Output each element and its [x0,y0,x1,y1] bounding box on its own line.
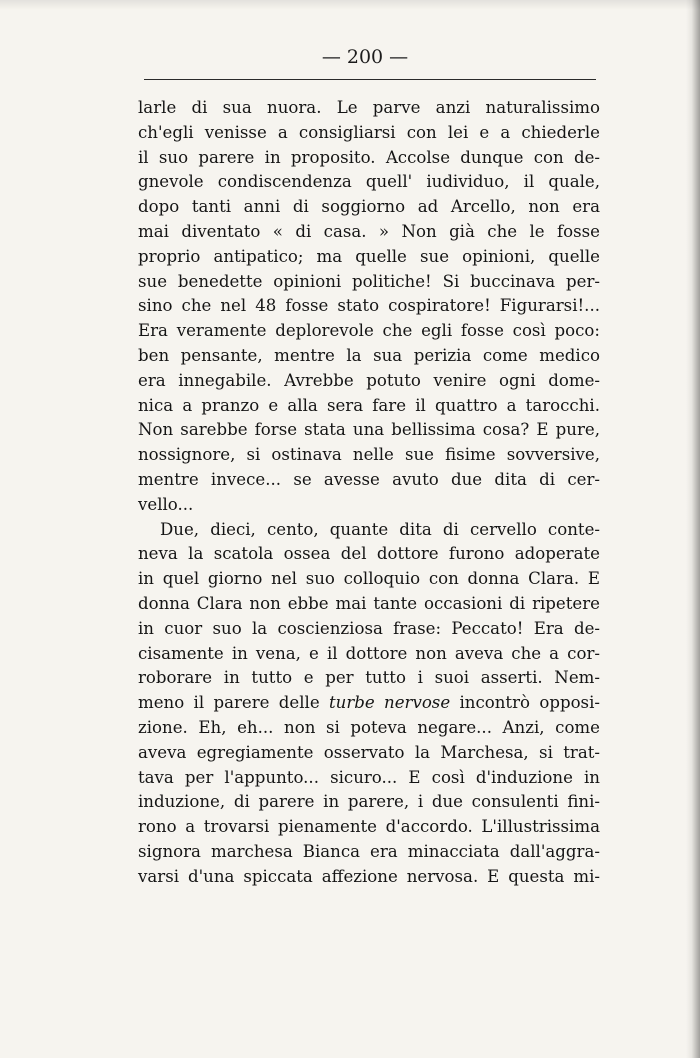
text-line: in quel giorno nel suo colloquio con donna Clara. E [138,569,600,589]
text-line: cisamente in vena, e il dottore non aveva che a cor- [138,643,600,663]
italic-phrase: turbe nervose [328,693,451,713]
text-line: ch'egli venisse a consigliarsi con lei e a chiederle [138,122,600,142]
text-line: Non sarebbe forse stata una bellissima cosa? E pure, [138,420,600,440]
text-line: rono a trovarsi pienamente d'accordo. L'illustrissima [138,817,600,837]
text-line: Era veramente deplorevole che egli fosse così poco: [138,321,600,341]
text-segment: incontrò opposi- [459,693,600,713]
text-line: roborare in tutto e per tutto i suoi asserti. Nem- [138,668,600,688]
paragraph-1 [138,96,600,518]
text-line: sino che nel 48 fosse stato cospiratore! Figurarsi!... [138,296,600,316]
text-line: larle di sua nuora. Le parve anzi naturalissimo [138,98,600,117]
text-line: mentre invece... se avesse avuto due dita di cer- [138,469,600,489]
text-segment: meno il parere delle [138,693,320,713]
text-line: nossignore, si ostinava nelle sue fisime sovversive, [138,445,600,465]
header-rule [144,79,596,80]
text-line: aveva egregiamente osservato la Marchesa, si trat- [138,742,600,762]
text-line: mai diventato « di casa. » Non già che le fosse [138,221,600,241]
paragraph-2 [138,518,600,890]
text-line: ben pensante, mentre la sua perizia come medico [138,345,600,365]
body-text [138,96,600,890]
text-line: in cuor suo la coscienziosa frase: Peccato! Era de- [138,618,600,638]
text-line: dopo tanti anni di soggiorno ad Arcello, non era [138,197,600,217]
text-line: era innegabile. Avrebbe potuto venire ogni dome- [138,370,600,390]
text-line: donna Clara non ebbe mai tante occasioni di ripetere [138,593,600,613]
text-line: vello... [138,494,194,514]
text-line: nica a pranzo e alla sera fare il quattro a tarocchi. [138,395,600,415]
text-line-mixed [138,691,600,716]
page-number: — 200 — [321,46,409,68]
page-top-shadow [0,0,700,10]
text-line: zione. Eh, eh... non si poteva negare... Anzi, come [138,717,600,737]
text-line: sue benedette opinioni politiche! Si buccinava per- [138,271,600,291]
text-line: neva la scatola ossea del dottore furono adoperate [138,544,600,564]
page-edge-shadow [686,0,700,1058]
text-line: tava per l'appunto... sicuro... E così d'induzione in [138,767,600,787]
text-line: signora marchesa Bianca era minacciata dall'aggra- [138,841,600,861]
text-line: varsi d'una spiccata affezione nervosa. E questa mi- [138,866,600,886]
text-line: Due, dieci, cento, quante dita di cervello conte- [160,519,600,539]
text-line: il suo parere in proposito. Accolse dunque con de- [138,147,600,167]
text-line: induzione, di parere in parere, i due consulenti fini- [138,792,600,812]
text-line: gnevole condiscendenza quell' iudividuo, il quale, [138,172,600,192]
text-line: proprio antipatico; ma quelle sue opinioni, quelle [138,246,600,266]
